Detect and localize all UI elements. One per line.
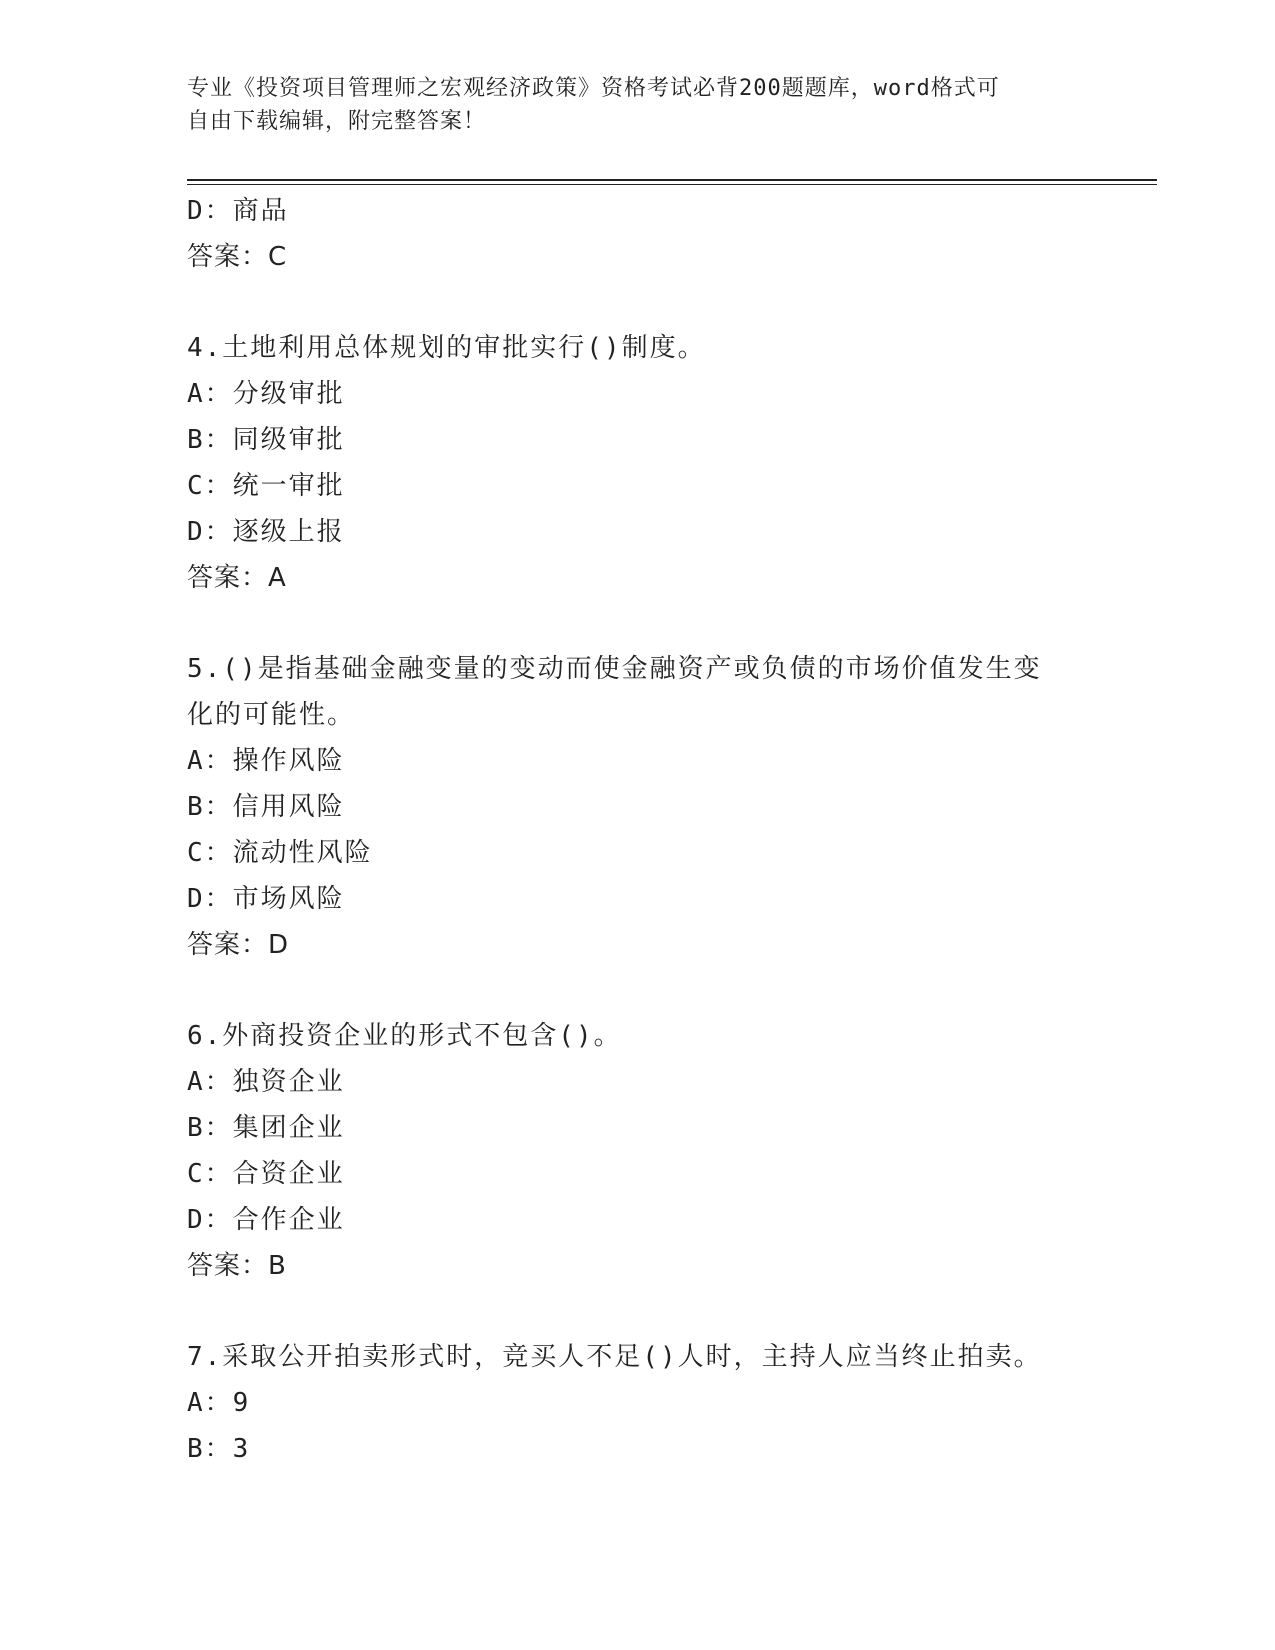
header-line-2: 自由下载编辑，附完整答案！ [187, 109, 487, 134]
spacer [187, 1289, 1087, 1334]
option-a: A：独资企业 [187, 1067, 345, 1097]
option-b: B：集团企业 [187, 1113, 345, 1143]
option-d: D：合作企业 [187, 1205, 345, 1235]
spacer [187, 280, 1087, 325]
prev-answer: 答案：C [187, 242, 288, 272]
answer: 答案：B [187, 1251, 287, 1281]
question-stem: 4.土地利用总体规划的审批实行()制度。 [187, 333, 706, 363]
question-5 [187, 646, 1087, 968]
option-a: A：9 [187, 1388, 251, 1418]
header-line-1: 专业《投资项目管理师之宏观经济政策》资格考试必背200题题库，word格式可 [187, 76, 1000, 101]
question-6 [187, 1013, 1087, 1289]
option-a: A：分级审批 [187, 379, 345, 409]
question-content [187, 188, 1087, 1472]
answer: 答案：D [187, 930, 290, 960]
question-4 [187, 325, 1087, 601]
question-stem: 6.外商投资企业的形式不包含()。 [187, 1021, 622, 1051]
question-stem-line-2: 化的可能性。 [187, 700, 356, 730]
question-7 [187, 1334, 1087, 1472]
option-b: B：同级审批 [187, 425, 345, 455]
document-header [187, 72, 1067, 138]
spacer [187, 968, 1087, 1013]
option-c: C：合资企业 [187, 1159, 345, 1189]
option-d: D：市场风险 [187, 884, 345, 914]
spacer [187, 601, 1087, 646]
option-c: C：统一审批 [187, 471, 345, 501]
question-stem: 7.采取公开拍卖形式时，竞买人不足()人时，主持人应当终止拍卖。 [187, 1342, 1042, 1372]
question-stem-line-1: 5.()是指基础金融变量的变动而使金融资产或负债的市场价值发生变 [187, 654, 1042, 684]
option-b: B：3 [187, 1434, 251, 1464]
option-b: B：信用风险 [187, 792, 345, 822]
header-divider-thick [187, 179, 1157, 181]
prev-option-d: D：商品 [187, 196, 289, 226]
header-divider-thin [187, 184, 1157, 185]
answer: 答案：A [187, 563, 287, 593]
option-d: D：逐级上报 [187, 517, 345, 547]
option-a: A：操作风险 [187, 746, 345, 776]
option-c: C：流动性风险 [187, 838, 373, 868]
